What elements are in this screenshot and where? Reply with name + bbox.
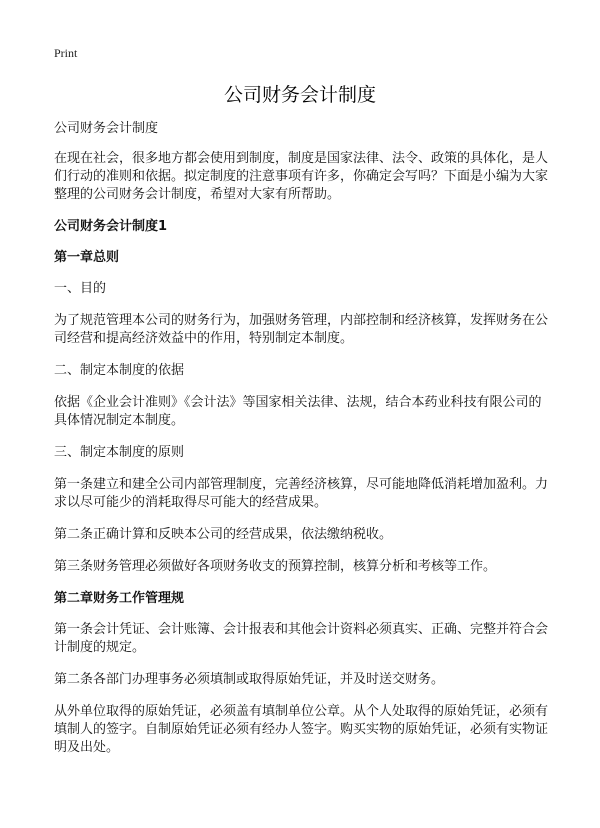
item-1-heading: 一、目的 xyxy=(54,281,107,296)
print-label: Print xyxy=(54,46,78,60)
intro-paragraph: 在现在社会，很多地方都会使用到制度，制度是国家法律、法令、政策的具体化，是人们行动的准则和依据。拟定制度的注意事项有许多，你确定会写吗？下面是小编为大家整理的公司财务会计制度，希望对大家有所帮助。 xyxy=(54,151,549,202)
item-2-text: 依据《企业会计准则》《会计法》等国家相关法律、法规，结合本药业科技有限公司的具体情况制定本制度。 xyxy=(54,395,542,428)
page-title: 公司财务会计制度 xyxy=(223,84,376,106)
chapter-2-paragraph: 从外单位取得的原始凭证，必须盖有填制单位公章。从个人处取得的原始凭证，必须有填制人的签字。自制原始凭证必须有经办人签字。购买实物的原始凭证，必须有实物证明及出处。 xyxy=(54,704,549,755)
article-3: 第三条财务管理必须做好各项财务收支的预算控制，核算分析和考核等工作。 xyxy=(54,559,497,574)
article-2: 第二条正确计算和反映本公司的经营成果，依法缴纳税收。 xyxy=(54,527,393,542)
item-3-heading: 三、制定本制度的原则 xyxy=(54,445,185,460)
chapter-2-article-2: 第二条各部门办理事务必须填制或取得原始凭证，并及时送交财务。 xyxy=(54,672,445,687)
article-1: 第一条建立和建全公司内部管理制度，完善经济核算，尽可能地降低消耗增加盈利。力求以尽可能少的消耗取得尽可能大的经营成果。 xyxy=(54,477,549,510)
chapter-1-title: 第一章总则 xyxy=(54,250,120,265)
item-1-text: 为了规范管理本公司的财务行为，加强财务管理，内部控制和经济核算，发挥财务在公司经营和提高经济效益中的作用，特别制定本制度。 xyxy=(54,313,549,346)
document-subtitle: 公司财务会计制度 xyxy=(54,121,159,136)
chapter-2-article-1: 第一条会计凭证、会计账簿、会计报表和其他会计资料必须真实、正确、完整并符合会计制度的规定。 xyxy=(54,622,549,655)
chapter-2-title: 第二章财务工作管理规 xyxy=(54,591,185,606)
document-body xyxy=(54,120,548,771)
item-2-heading: 二、制定本制度的依据 xyxy=(54,363,185,378)
section-title: 公司财务会计制度1 xyxy=(54,219,168,234)
